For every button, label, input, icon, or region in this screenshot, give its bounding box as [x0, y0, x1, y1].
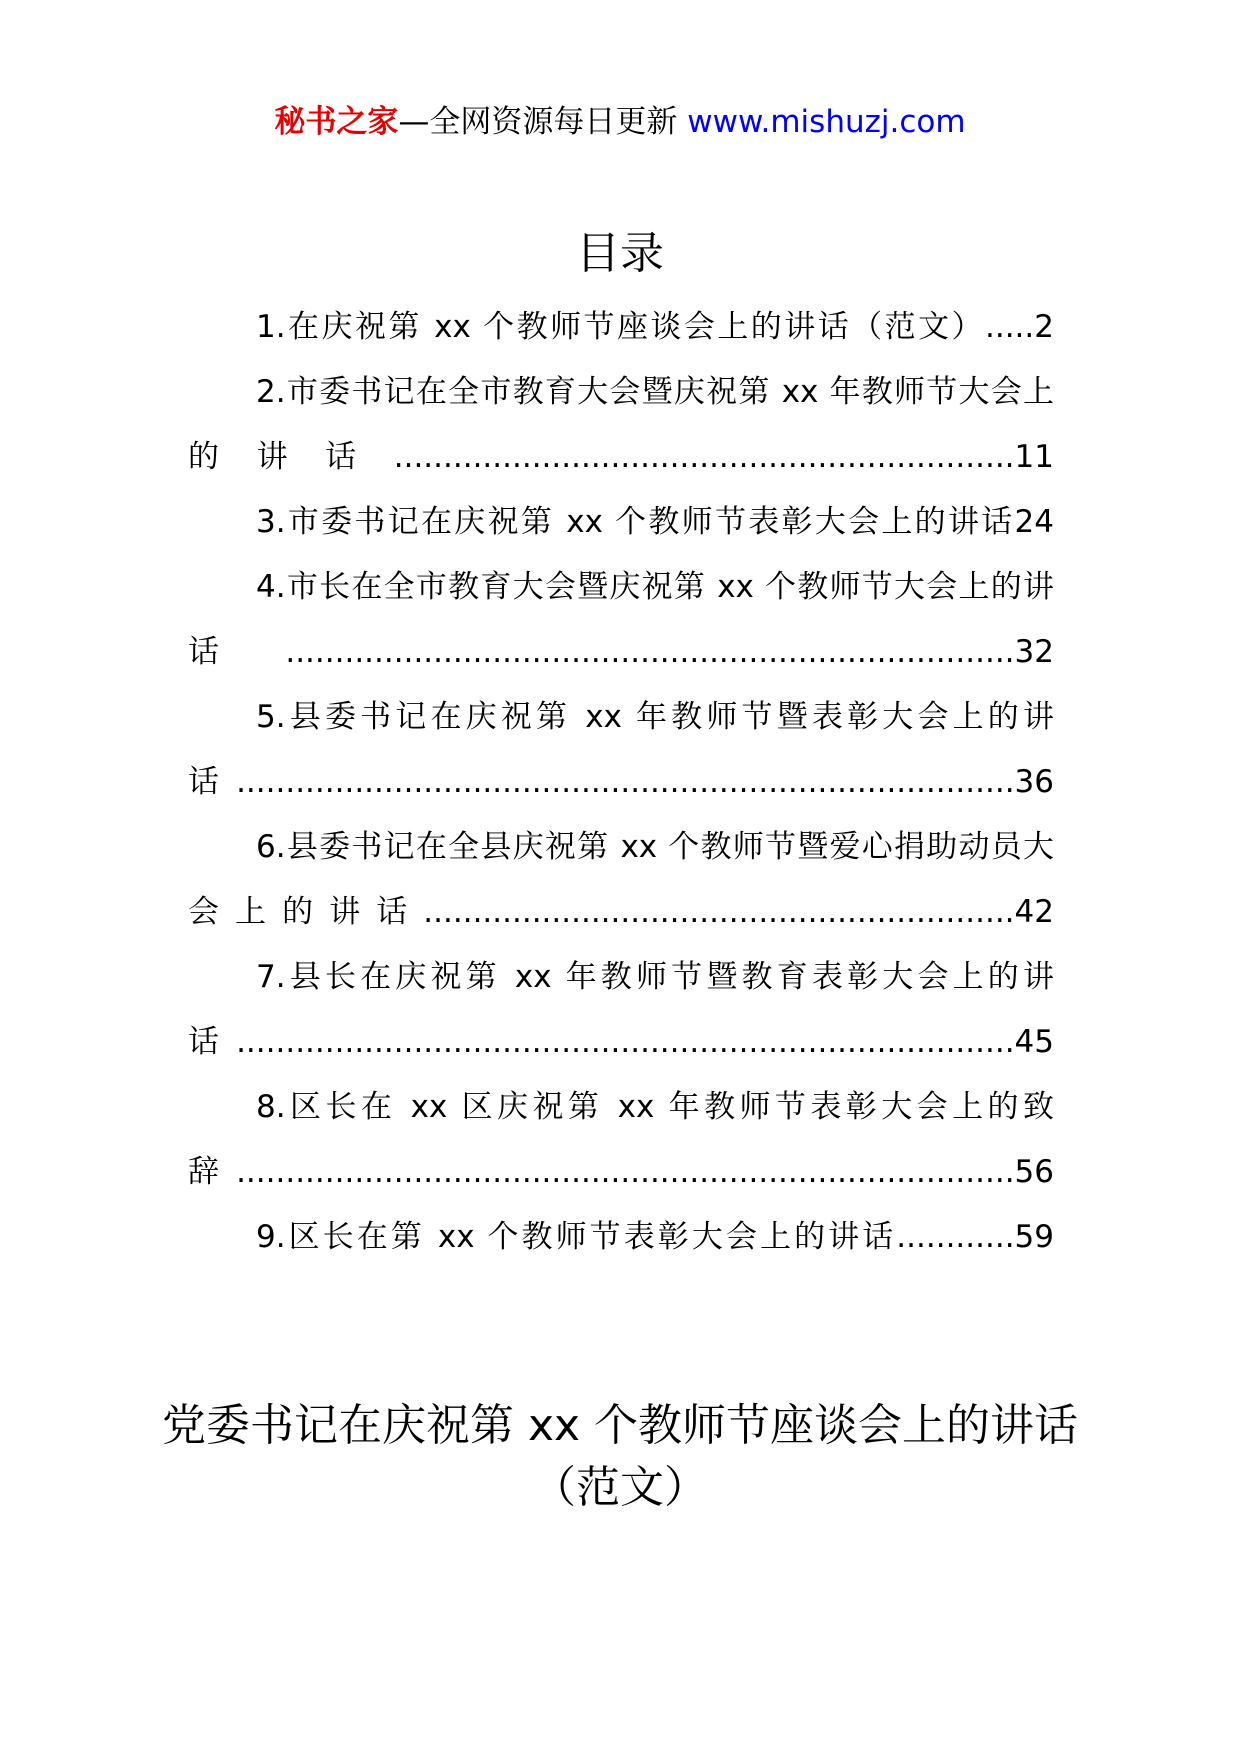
header-slogan: —全网资源每日更新 — [398, 104, 688, 140]
toc-entry-text: 5.县委书记在庆祝第 xx 年教师节暨表彰大会上的讲话 — [188, 699, 1054, 800]
toc-entry-page: 32 — [1014, 634, 1054, 670]
toc-entry-text: 8.区长在 xx 区庆祝第 xx 年教师节表彰大会上的致辞 — [188, 1089, 1054, 1190]
toc-entry-text: 9.区长在第 xx 个教师节表彰大会上的讲话 — [256, 1219, 897, 1255]
toc-entry-dots: ............................................................................... — [236, 1024, 1015, 1060]
toc-entry-text: 7.县长在庆祝第 xx 年教师节暨教育表彰大会上的讲话 — [188, 959, 1054, 1060]
site-header — [0, 100, 1240, 144]
toc-entry-page: 11 — [1014, 439, 1054, 475]
toc-entry-dots: ............................................................... — [393, 439, 1015, 475]
toc-entry-9[interactable] — [188, 1205, 1054, 1270]
toc-entry-1[interactable] — [188, 295, 1054, 360]
toc-entry-page: 45 — [1014, 1024, 1054, 1060]
toc-entry-page: 56 — [1014, 1154, 1054, 1190]
document-title: 党委书记在庆祝第 xx 个教师节座谈会上的讲话（范文） — [161, 1400, 1079, 1513]
toc-entry-text: 2.市委书记在全市教育大会暨庆祝第 xx 年教师节大会上的讲话 — [188, 374, 1054, 475]
toc-entry-text: 3.市委书记在庆祝第 xx 个教师节表彰大会上的讲话 — [256, 504, 1015, 540]
toc-entry-dots: ............................................................................... — [236, 764, 1015, 800]
toc-entry-5[interactable] — [188, 685, 1054, 815]
brand-name: 秘书之家 — [274, 104, 399, 140]
toc-entry-4[interactable] — [188, 555, 1054, 685]
toc-entry-6[interactable] — [188, 815, 1054, 945]
toc-entry-7[interactable] — [188, 945, 1054, 1075]
toc-entry-2[interactable] — [188, 360, 1054, 490]
toc-entry-dots: ............................................................................... — [236, 1154, 1015, 1190]
toc-entry-3[interactable] — [188, 490, 1054, 555]
table-of-contents — [188, 295, 1054, 1270]
toc-entry-text: 1.在庆祝第 xx 个教师节座谈会上的讲话（范文） — [256, 309, 985, 345]
toc-entry-page: 59 — [1014, 1219, 1054, 1255]
toc-entry-page: 2 — [1034, 309, 1054, 345]
toc-entry-dots: ............ — [896, 1219, 1015, 1255]
toc-entry-dots: ............................................................ — [423, 894, 1015, 930]
toc-entry-text: 4.市长在全市教育大会暨庆祝第 xx 个教师节大会上的讲话 — [188, 569, 1054, 670]
toc-entry-page: 24 — [1014, 504, 1054, 540]
toc-entry-page: 36 — [1014, 764, 1054, 800]
site-url-link[interactable]: www.mishuzj.com — [687, 104, 966, 140]
toc-entry-dots: ..... — [984, 309, 1035, 345]
toc-entry-page: 42 — [1014, 894, 1054, 930]
toc-entry-text: 6.县委书记在全县庆祝第 xx 个教师节暨爱心捐助动员大会上的讲话 — [188, 829, 1054, 930]
toc-title: 目录 — [576, 228, 664, 279]
toc-entry-8[interactable] — [188, 1075, 1054, 1205]
toc-entry-dots: .......................................................................... — [285, 634, 1015, 670]
